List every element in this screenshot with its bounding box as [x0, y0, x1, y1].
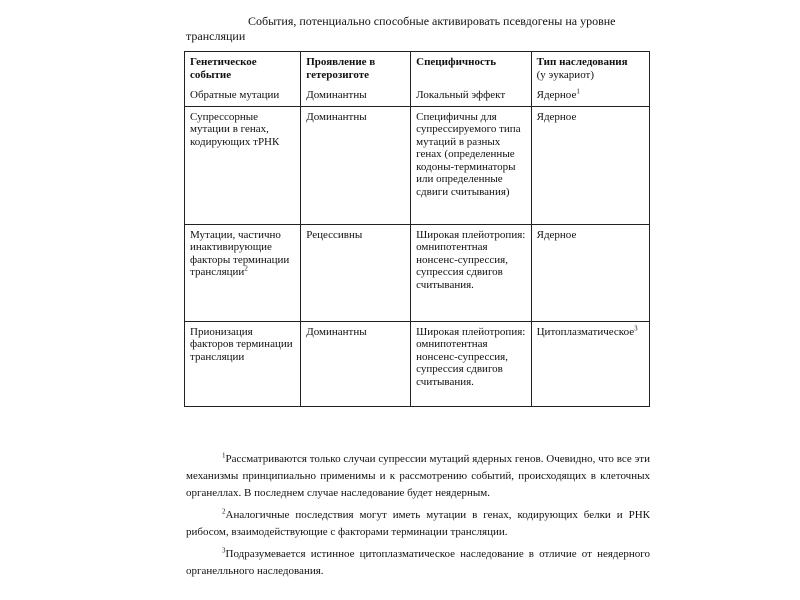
header-specificity: Специфичность [411, 52, 531, 86]
table-row [185, 106, 650, 224]
footnote-mark: 2 [222, 507, 226, 516]
table-header-row [185, 52, 650, 86]
footnote-text: Подразумевается истинное цитоплазматическое наследование в отличие от неядерного органелльного наследования. [186, 548, 650, 577]
footnote-mark: 1 [222, 451, 226, 460]
cell-specificity: Локальный эффект [411, 85, 531, 106]
table-row [185, 321, 650, 406]
footnotes [186, 451, 650, 585]
footnote [186, 507, 650, 541]
footnote-text: Рассматриваются только случаи супрессии мутаций ядерных генов. Очевидно, что все эти механизмы принципиально применимы и к рассмотрению событий, происходящих в клеточных органеллах. В последнем случае наследование будет неядерным. [186, 453, 650, 499]
cell-inheritance: Ядерное$^1$ [531, 85, 649, 106]
cell-specificity: Специфичны для супрессируемого типа мутаций в разных генах (определенные кодоны-терминаторы или определенные сдвиги считывания) [411, 106, 531, 224]
cell-inheritance: Ядерное [531, 106, 649, 224]
cell-specificity: Широкая плейотропия: омнипотентная нонсенс-супрессия, супрессия сдвигов считывания. [411, 224, 531, 321]
header-inheritance-label: Тип наследования [536, 56, 628, 68]
cell-event: Прионизация факторов терминации трансляции [185, 321, 301, 406]
cell-event: Мутации, частично инактивирующие факторы терминации трансляции$^2$ [185, 224, 301, 321]
footnote [186, 546, 650, 580]
cell-heterozygote: Рецессивны [301, 224, 411, 321]
header-inheritance-sub: (у эукариот) [536, 68, 595, 81]
cell-heterozygote: Доминантны [301, 321, 411, 406]
cell-event: Супрессорные мутации в генах, кодирующих тРНК [185, 106, 301, 224]
cell-specificity: Широкая плейотропия: омнипотентная нонсенс-супрессия, супрессия сдвигов считывания. [411, 321, 531, 406]
header-inheritance [531, 52, 649, 86]
document-title: События, потенциально способные активировать псевдогены на уровне трансляции [186, 14, 616, 43]
footnote [186, 451, 650, 502]
table-row [185, 224, 650, 321]
header-genetic-event: Генетическое событие [185, 52, 301, 86]
header-heterozygote: Проявление в гетерозиготе [301, 52, 411, 86]
table-row [185, 85, 650, 106]
pseudogene-activation-table [184, 51, 650, 407]
cell-inheritance: Ядерное [531, 224, 649, 321]
footnote-text: Аналогичные последствия могут иметь мутации в генах, кодирующих белки и РНК рибосом, взаимодействующие с факторами терминации трансляции. [186, 509, 650, 538]
cell-inheritance: Цитоплазматическое$^3$ [531, 321, 649, 406]
cell-heterozygote: Доминантны [301, 85, 411, 106]
footnote-mark: 3 [222, 546, 226, 555]
cell-event: Обратные мутации [185, 85, 301, 106]
cell-heterozygote: Доминантны [301, 106, 411, 224]
